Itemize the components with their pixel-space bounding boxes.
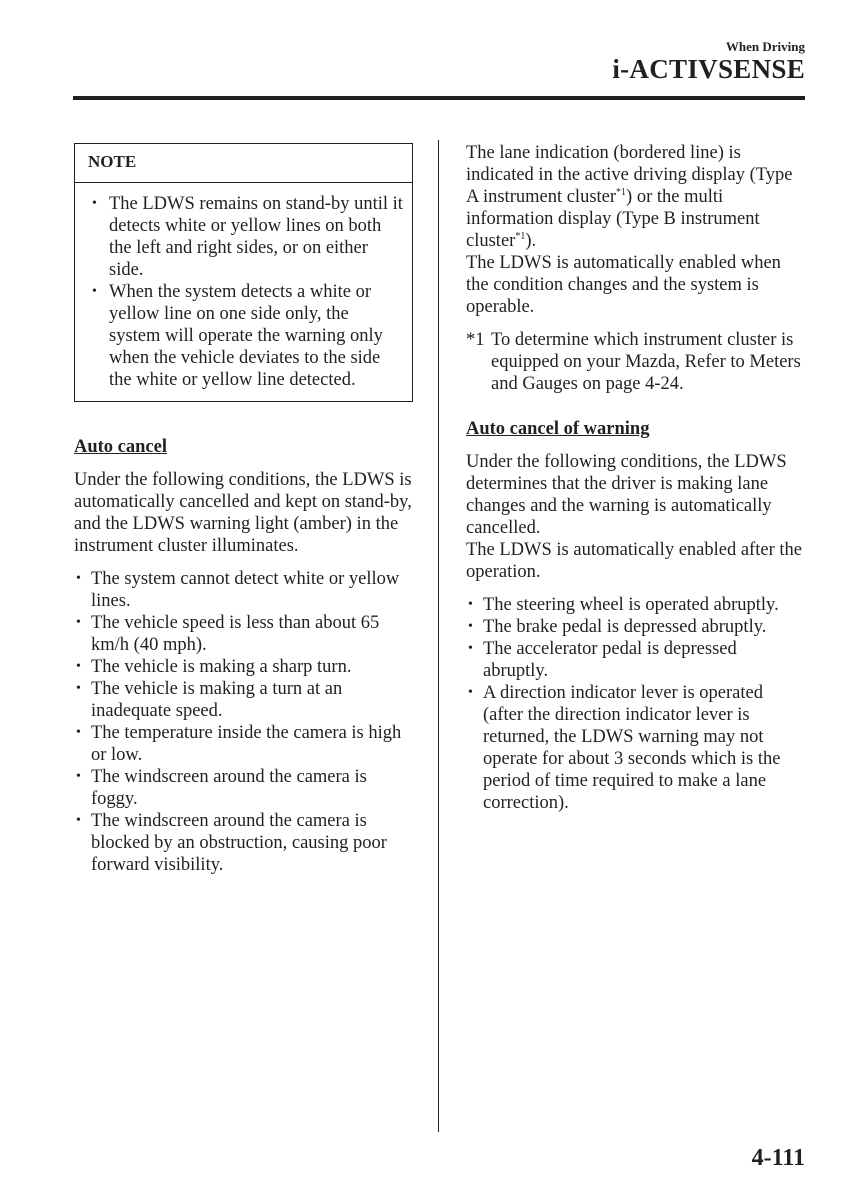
auto-cancel-warning-heading: Auto cancel of warning — [466, 419, 650, 439]
footnote-text: To determine which instrument cluster is equipped on your Mazda, Refer to Meters and Gauges on page 4-24. — [491, 330, 801, 394]
auto-enable-paragraph: The LDWS is automatically enabled when the condition changes and the system is operable. — [466, 253, 781, 317]
note-list — [89, 193, 404, 391]
list-item: • The temperature inside the camera is high or low. — [74, 722, 416, 766]
header-rule — [73, 96, 805, 100]
list-item: • The brake pedal is depressed abruptly. — [466, 616, 806, 638]
header-section-label: When Driving — [725, 39, 805, 54]
auto-cancel-list — [74, 568, 416, 876]
list-item: • The vehicle is making a sharp turn. — [74, 656, 416, 678]
auto-cancel-warning-paragraph-2: The LDWS is automatically enabled after the operation. — [466, 540, 802, 582]
note-box — [74, 143, 413, 402]
footnote-mark: *1 — [466, 330, 485, 350]
list-item: • The steering wheel is operated abruptly. — [466, 594, 806, 616]
footnote-ref: *1 — [616, 186, 627, 198]
list-item: • The windscreen around the camera is blocked by an obstruction, causing poor forward visibility. — [74, 810, 416, 876]
list-item: • The system cannot detect white or yellow lines. — [74, 568, 416, 612]
footnote — [466, 329, 806, 395]
right-column — [466, 142, 806, 814]
footnote-ref: *1 — [515, 230, 526, 242]
list-item: • A direction indicator lever is operated (after the direction indicator lever is returned, the LDWS warning may not operate for about 3 seconds which is the period of time required to make a lane correction). — [466, 682, 806, 814]
list-item: • The vehicle is making a turn at an inadequate speed. — [74, 678, 416, 722]
note-heading: NOTE — [75, 144, 412, 183]
column-divider — [438, 140, 439, 1132]
list-item: • The accelerator pedal is depressed abruptly. — [466, 638, 806, 682]
auto-cancel-heading: Auto cancel — [74, 437, 167, 457]
note-item: • When the system detects a white or yellow line on one side only, the system will operate the warning only when the vehicle deviates to the side the white or yellow line detected. — [89, 281, 404, 391]
auto-cancel-warning-list — [466, 594, 806, 814]
auto-cancel-warning-paragraph-1: Under the following conditions, the LDWS determines that the driver is making lane changes and the warning is automatically cancelled. — [466, 452, 787, 538]
page-number: 4-111 — [751, 1145, 805, 1171]
left-column — [74, 143, 416, 876]
list-item: • The vehicle speed is less than about 65 km/h (40 mph). — [74, 612, 416, 656]
page-title: i-ACTIVSENSE — [612, 54, 805, 84]
note-body — [75, 183, 412, 401]
list-item: • The windscreen around the camera is foggy. — [74, 766, 416, 810]
note-item: • The LDWS remains on stand-by until it detects white or yellow lines on both the left and right sides, or on either side. — [89, 193, 404, 281]
lane-indication-paragraph: The lane indication (bordered line) is indicated in the active driving display (Type A instrument cluster$^{*1}$) or the multi information display (Type B instrument cluster$^{*1}$). — [466, 143, 793, 251]
auto-cancel-intro: Under the following conditions, the LDWS is automatically cancelled and kept on stand-by, and the LDWS warning light (amber) in the instrument cluster illuminates. — [74, 470, 412, 556]
